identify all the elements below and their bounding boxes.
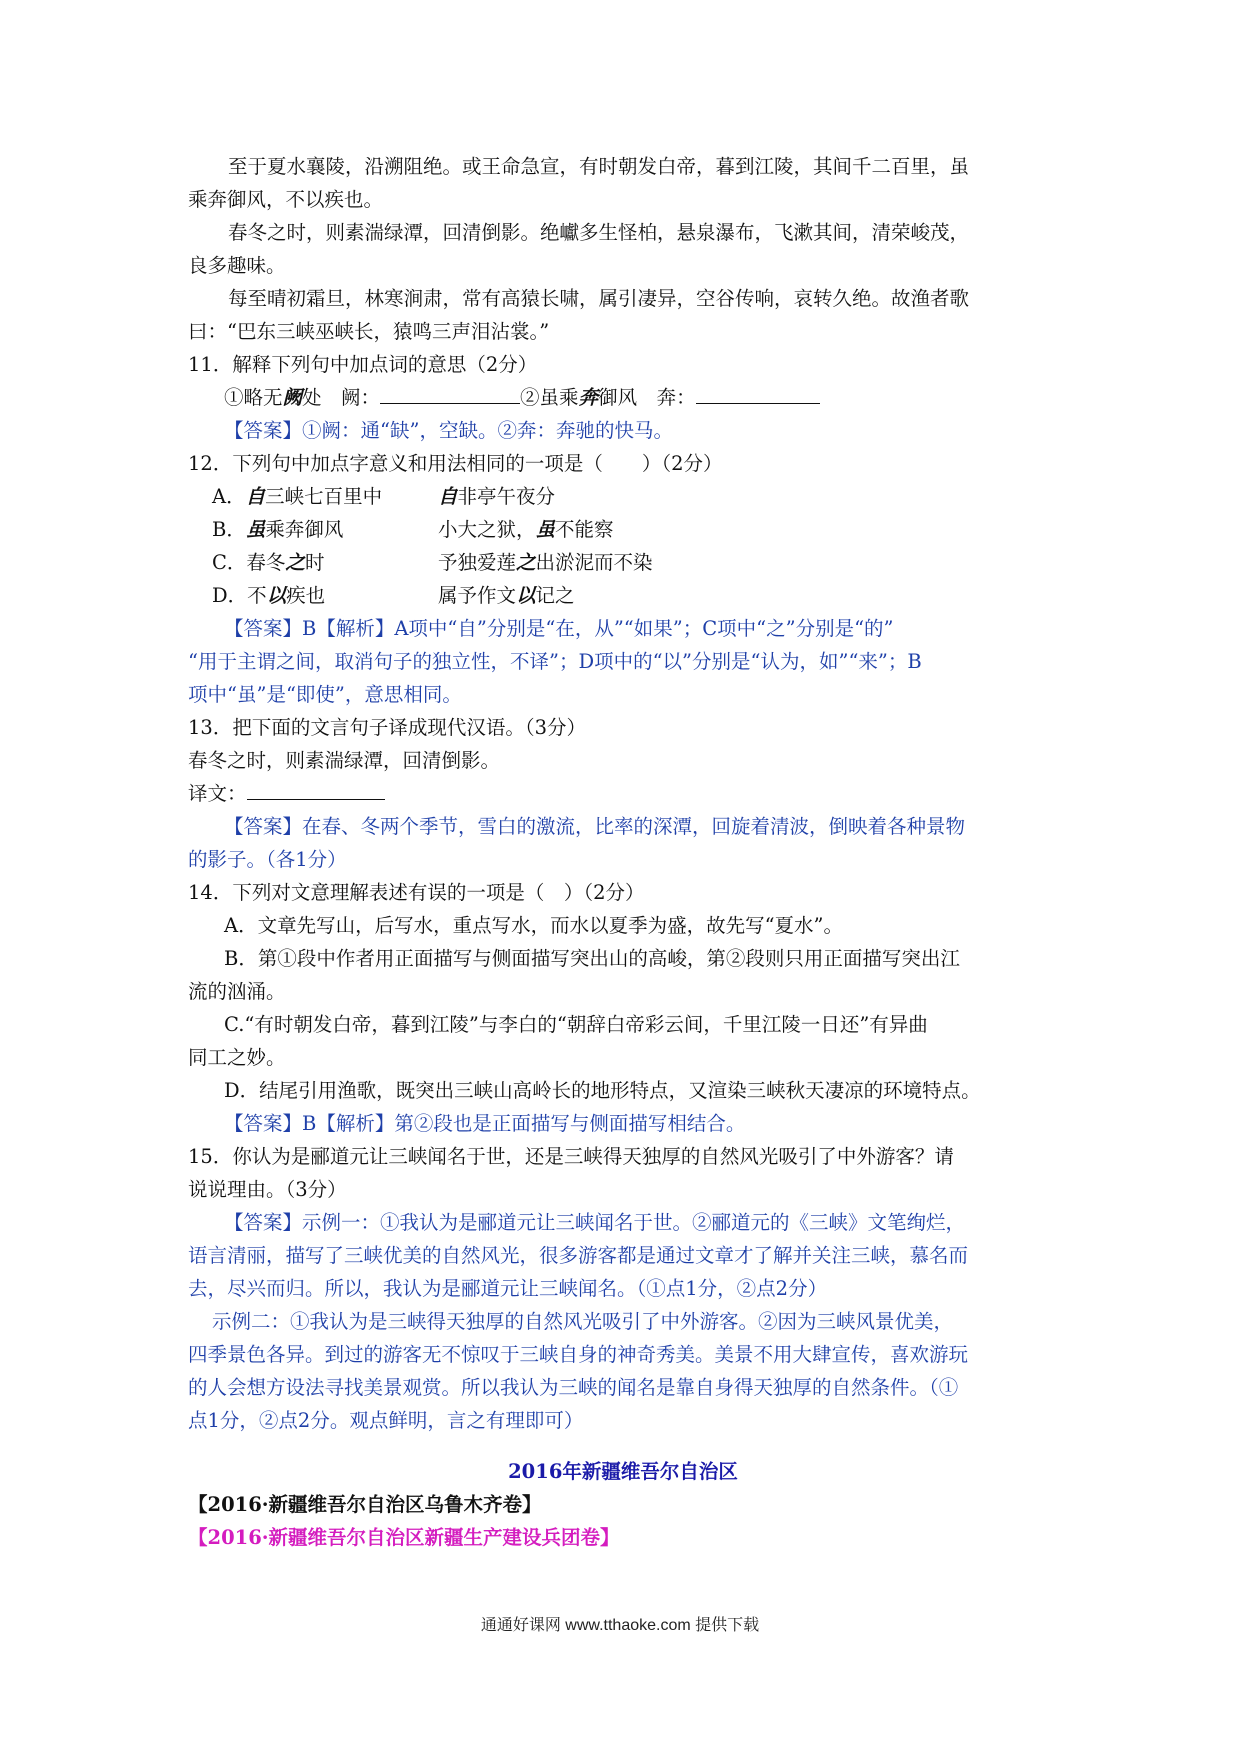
- passage-line: 春冬之时，则素湍绿潭，回清倒影。绝巘多生怪柏，悬泉瀑布，飞漱其间，清荣峻茂，: [228, 221, 970, 244]
- question-13-sentence: 春冬之时，则素湍绿潭，回清倒影。: [188, 749, 501, 772]
- question-15-stem: 说说理由。（3分）: [188, 1178, 347, 1201]
- answer-15: 示例二：①我认为是三峡得天独厚的自然风光吸引了中外游客。②因为三峡风景优美，: [212, 1310, 954, 1333]
- answer-13: 【答案】在春、冬两个季节，雪白的激流，比率的深潭，回旋着清波，倒映着各种景物: [224, 815, 966, 838]
- answer-14: 【答案】B【解析】第②段也是正面描写与侧面描写相结合。: [224, 1112, 746, 1135]
- answer-15: 四季景色各异。到过的游客无不惊叹于三峡自身的神奇秀美。美景不用大肆宣传，喜欢游玩: [188, 1343, 969, 1366]
- exam-tag-urumqi: 【2016·新疆维吾尔自治区乌鲁木齐卷】: [188, 1493, 542, 1516]
- passage-line: 乘奔御风，不以疾也。: [188, 188, 384, 211]
- option-line: 流的汹涌。: [188, 980, 286, 1003]
- answer-12: 项中“虽”是“即使”，意思相同。: [188, 683, 462, 706]
- exam-tag-bingtuan: 【2016·新疆维吾尔自治区新疆生产建设兵团卷】: [188, 1526, 620, 1549]
- answer-15: 语言清丽，描写了三峡优美的自然风光，很多游客都是通过文章才了解并关注三峡，慕名而: [188, 1244, 969, 1267]
- option-line: A．文章先写山，后写水，重点写水，而水以夏季为盛，故先写“夏水”。: [224, 914, 844, 937]
- passage-line: 良多趣味。: [188, 254, 286, 277]
- option-row: D．不以疾也 属予作文以记之: [212, 584, 575, 607]
- option-row: A．自三峡七百里中 自非亭午夜分: [212, 485, 556, 508]
- answer-12: 【答案】B【解析】A项中“自”分别是“在，从”“如果”；C项中“之”分别是“的”: [224, 617, 894, 640]
- passage-line: 至于夏水襄陵，沿溯阻绝。或王命急宣，有时朝发白帝，暮到江陵，其间千二百里，虽: [228, 155, 970, 178]
- question-11-items: ①略无阙处 阙： ②虽乘奔御风 奔：: [188, 381, 1058, 414]
- answer-12: “用于主谓之间，取消句子的独立性，不译”；D项中的“以”分别是“认为，如”“来”；B: [188, 650, 922, 673]
- question-15-stem: 15．你认为是郦道元让三峡闻名于世，还是三峡得天独厚的自然风光吸引了中外游客？请: [188, 1145, 954, 1168]
- option-row: B．虽乘奔御风 小大之狱，虽不能察: [212, 518, 614, 541]
- answer-15: 去，尽兴而归。所以，我认为是郦道元让三峡闻名。（①点1分，②点2分）: [188, 1277, 828, 1300]
- question-14-stem: 14．下列对文意理解表述有误的一项是（ ）（2分）: [188, 881, 645, 904]
- question-11-stem: 11．解释下列句中加点词的意思（2分）: [188, 353, 538, 376]
- passage-line: 曰：“巴东三峡巫峡长，猿鸣三声泪沾裳。”: [188, 320, 550, 343]
- page-footer: 通通好课网 www.tthaoke.com 提供下载: [480, 1617, 760, 1634]
- answer-blank[interactable]: [247, 779, 385, 800]
- option-line: 同工之妙。: [188, 1046, 286, 1069]
- answer-blank[interactable]: [380, 383, 520, 404]
- question-13-stem: 13．把下面的文言句子译成现代汉语。（3分）: [188, 716, 586, 739]
- answer-11: 【答案】①阙：通“缺”，空缺。②奔：奔驰的快马。: [224, 419, 673, 442]
- option-line: B．第①段中作者用正面描写与侧面描写突出山的高峻，第②段则只用正面描写突出江: [224, 947, 960, 970]
- passage-line: 每至晴初霜旦，林寒涧肃，常有高猿长啸，属引凄异，空谷传响，哀转久绝。故渔者歌: [228, 287, 970, 310]
- answer-15: 【答案】示例一：①我认为是郦道元让三峡闻名于世。②郦道元的《三峡》文笔绚烂，: [224, 1211, 966, 1234]
- section-title: 2016年新疆维吾尔自治区: [508, 1460, 738, 1483]
- question-12-stem: 12．下列句中加点字意义和用法相同的一项是（ ）（2分）: [188, 452, 723, 475]
- answer-blank[interactable]: [696, 383, 820, 404]
- option-line: C.“有时朝发白帝，暮到江陵”与李白的“朝辞白帝彩云间，千里江陵一日还”有异曲: [224, 1013, 928, 1036]
- option-line: D．结尾引用渔歌，既突出三峡山高岭长的地形特点，又渲染三峡秋天凄凉的环境特点。: [224, 1079, 981, 1102]
- answer-15: 点1分，②点2分。观点鲜明，言之有理即可）: [188, 1409, 584, 1432]
- option-row: C．春冬之时 予独爱莲之出淤泥而不染: [212, 551, 653, 574]
- answer-13: 的影子。（各1分）: [188, 848, 347, 871]
- answer-15: 的人会想方设法寻找美景观赏。所以我认为三峡的闻名是靠自身得天独厚的自然条件。（①: [188, 1376, 959, 1399]
- document-body: [188, 150, 1058, 1554]
- dotted-word: 奔: [578, 386, 599, 409]
- translation-line: 译文：: [188, 777, 1058, 810]
- dotted-word: 阙: [282, 386, 303, 409]
